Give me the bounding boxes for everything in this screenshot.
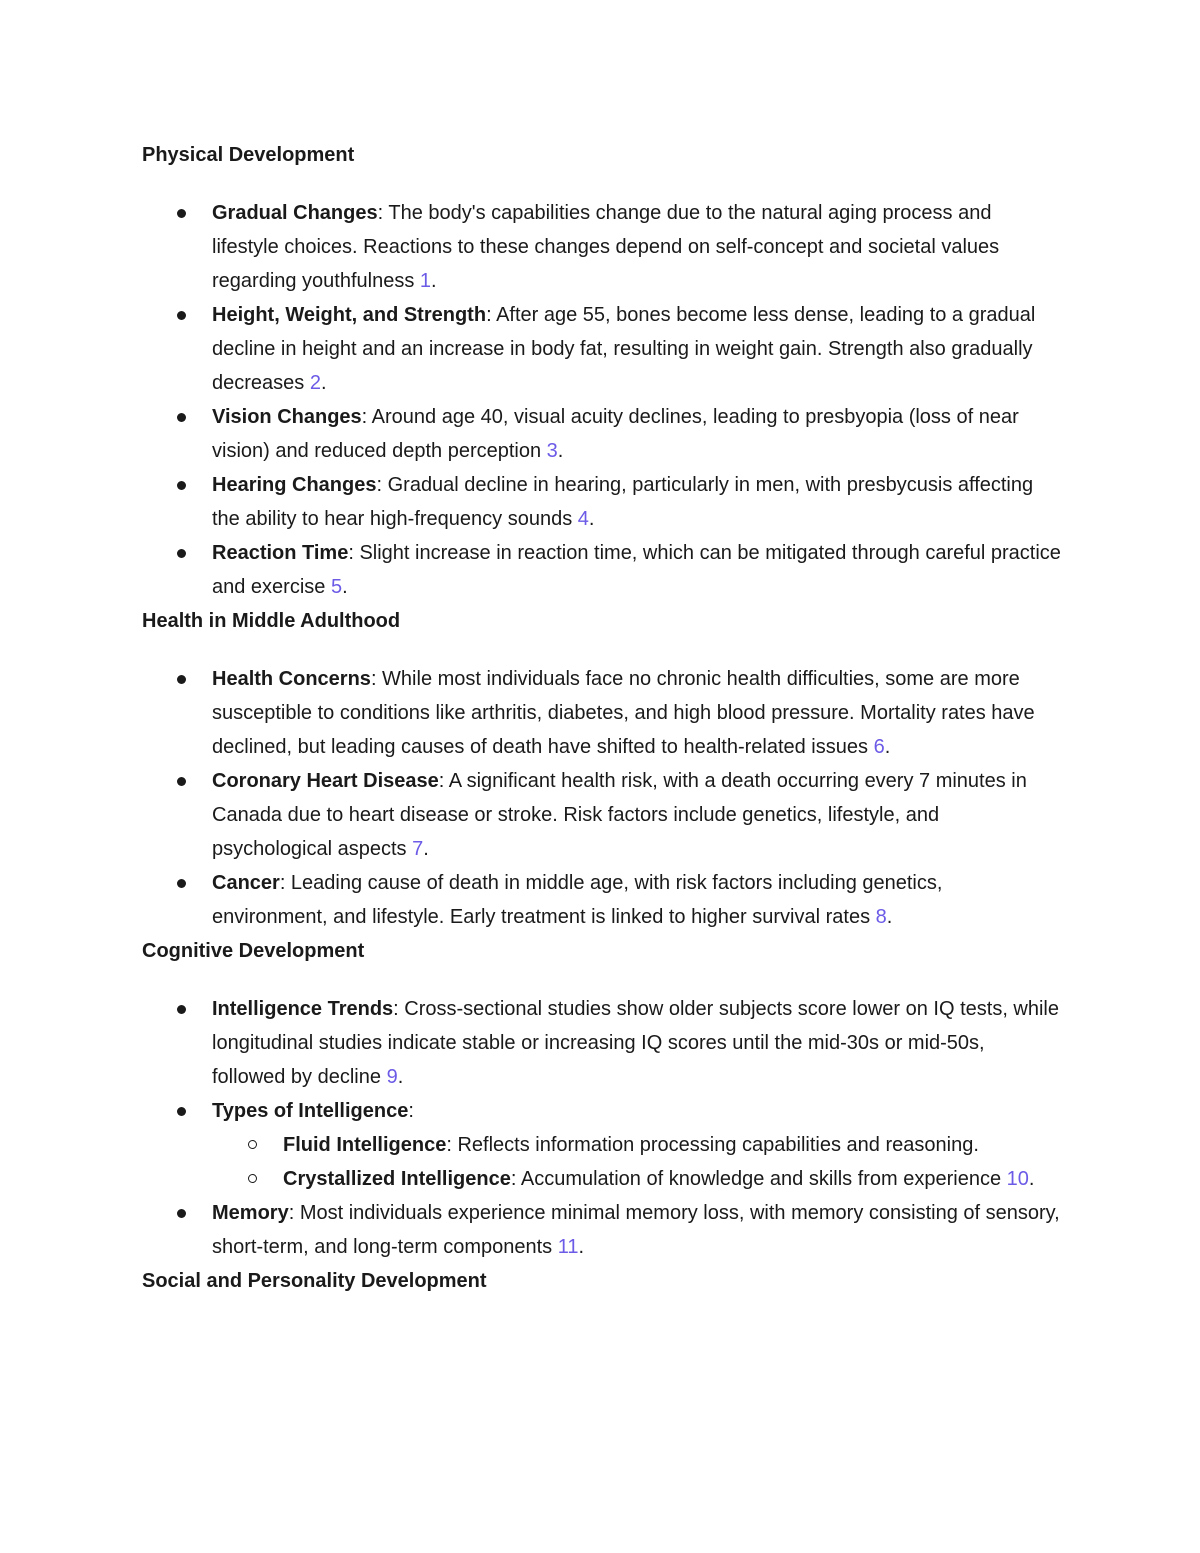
- bullet-icon: [177, 777, 186, 786]
- item-text: : Accumulation of knowledge and skills from experience: [510, 1168, 1007, 1190]
- item-end: .: [431, 270, 437, 292]
- item-term: Memory: [212, 1202, 289, 1224]
- bullet-icon: [177, 481, 186, 490]
- item-term: Coronary Heart Disease: [212, 770, 439, 792]
- list-item: [142, 400, 1062, 468]
- item-end: .: [588, 508, 595, 530]
- item-text: : Reflects information processing capabilities and reasoning.: [446, 1134, 979, 1156]
- sub-list-item: [212, 1162, 1062, 1196]
- item-text: : After age 55, bones become less dense, leading to a gradual decline in height and an increase in body fat, resulting in weight gain. Strength also gradually decreases: [212, 304, 1036, 394]
- reference-link[interactable]: 8: [875, 906, 887, 928]
- list-item: [142, 866, 1062, 934]
- bullet-icon: [177, 413, 186, 422]
- item-end: .: [423, 838, 429, 860]
- item-term: Crystallized Intelligence: [283, 1168, 511, 1190]
- reference-link[interactable]: 9: [386, 1066, 398, 1088]
- item-text: : Gradual decline in hearing, particularly in men, with presbycusis affecting the ability to hear high-frequency sounds: [212, 474, 1034, 530]
- item-end: .: [886, 906, 893, 928]
- item-term: Hearing Changes: [212, 474, 377, 496]
- item-term: Gradual Changes: [212, 202, 378, 224]
- item-term: Reaction Time: [212, 542, 349, 564]
- list-item: [142, 196, 1062, 298]
- item-term: Fluid Intelligence: [283, 1134, 447, 1156]
- item-term: Vision Changes: [212, 406, 362, 428]
- bullet-icon: [177, 311, 186, 320]
- item-text: : A significant health risk, with a death occurring every 7 minutes in Canada due to heart disease or stroke. Risk factors include genetics, lifestyle, and psychological aspects: [212, 770, 1027, 860]
- item-end: .: [1028, 1168, 1035, 1190]
- bullet-icon: [177, 675, 186, 684]
- item-end: .: [578, 1236, 585, 1258]
- item-term: Health Concerns: [212, 668, 371, 690]
- bullet-list: [142, 662, 1062, 934]
- list-item: [142, 992, 1062, 1094]
- item-end: .: [342, 576, 348, 598]
- item-text: : Leading cause of death in middle age, with risk factors including genetics, environment, and lifestyle. Early treatment is linked to higher survival rates: [212, 872, 943, 928]
- list-item: [142, 298, 1062, 400]
- section-heading-cognitive-development: Cognitive Development: [142, 940, 365, 962]
- item-text: : Around age 40, visual acuity declines, leading to presbyopia (loss of near vision) and reduced depth perception: [212, 406, 1019, 462]
- bullet-icon: [177, 1209, 186, 1218]
- item-end: .: [397, 1066, 404, 1088]
- item-end: .: [557, 440, 564, 462]
- reference-link[interactable]: 6: [873, 736, 885, 758]
- reference-link[interactable]: 3: [546, 440, 558, 462]
- reference-link[interactable]: 2: [309, 372, 321, 394]
- item-text: : Slight increase in reaction time, which can be mitigated through careful practice and exercise: [212, 542, 1061, 598]
- item-end: .: [320, 372, 327, 394]
- item-term: Types of Intelligence: [212, 1100, 409, 1122]
- document-page: [142, 138, 1062, 1298]
- reference-link[interactable]: 7: [412, 838, 424, 860]
- item-text: :: [408, 1100, 414, 1122]
- reference-link[interactable]: 11: [557, 1236, 579, 1258]
- reference-link[interactable]: 4: [577, 508, 589, 530]
- list-item: [142, 1094, 1062, 1196]
- list-item: [142, 468, 1062, 536]
- bullet-list: [142, 992, 1062, 1264]
- bullet-icon: [177, 879, 186, 888]
- item-text: : The body's capabilities change due to the natural aging process and lifestyle choices. Reactions to these changes depend on self-concept and societal values regarding youthfulness: [212, 202, 1000, 292]
- list-item: [142, 764, 1062, 866]
- sub-list: [212, 1128, 1062, 1196]
- item-term: Cancer: [212, 872, 280, 894]
- item-term: Height, Weight, and Strength: [212, 304, 487, 326]
- list-item: [142, 536, 1062, 604]
- reference-link[interactable]: 5: [330, 576, 343, 598]
- item-text: : Most individuals experience minimal memory loss, with memory consisting of sensory, short-term, and long-term components: [212, 1202, 1060, 1258]
- item-text: : Cross-sectional studies show older subjects score lower on IQ tests, while longitudinal studies indicate stable or increasing IQ scores until the mid-30s or mid-50s, followed by decline: [212, 998, 1060, 1088]
- reference-link[interactable]: 1: [419, 270, 432, 292]
- list-item: [142, 662, 1062, 764]
- reference-link[interactable]: 10: [1006, 1168, 1029, 1190]
- item-end: .: [884, 736, 891, 758]
- item-term: Intelligence Trends: [212, 998, 394, 1020]
- hollow-bullet-icon: [248, 1174, 257, 1183]
- bullet-list: [142, 196, 1062, 604]
- hollow-bullet-icon: [248, 1140, 257, 1149]
- bullet-icon: [177, 549, 186, 558]
- section-heading-social-personality: Social and Personality Development: [142, 1270, 487, 1292]
- bullet-icon: [177, 209, 186, 218]
- section-heading-physical-development: Physical Development: [142, 144, 355, 166]
- item-text: : While most individuals face no chronic health difficulties, some are more susceptible to conditions like arthritis, diabetes, and high blood pressure. Mortality rates have declined, but leading causes of death have shifted to health-related issues: [212, 668, 1035, 758]
- bullet-icon: [177, 1107, 186, 1116]
- sub-list-item: [212, 1128, 1062, 1162]
- list-item: [142, 1196, 1062, 1264]
- bullet-icon: [177, 1005, 186, 1014]
- section-heading-health-middle-adulthood: Health in Middle Adulthood: [142, 610, 401, 632]
